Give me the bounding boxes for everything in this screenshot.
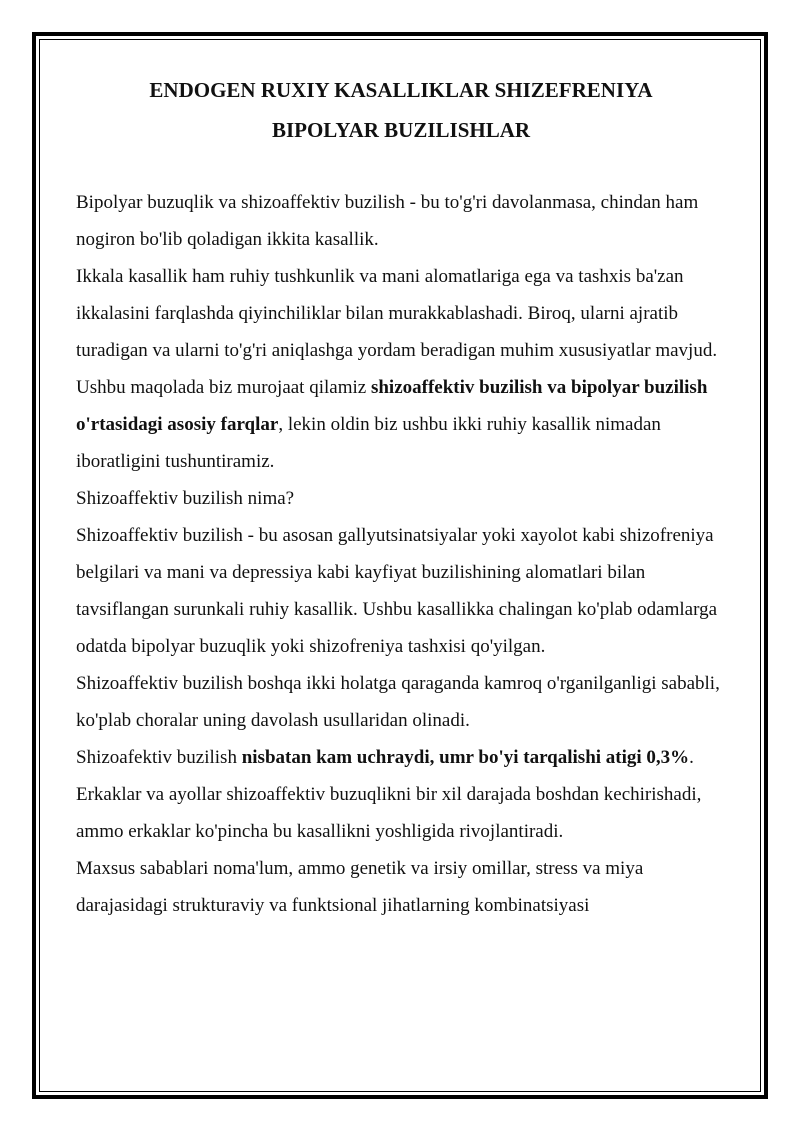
- paragraph-5: Shizoaffektiv buzilish - bu asosan gallyutsinatsiyalar yoki xayolot kabi shizofreniya belgilari va mani va depressiya kabi kayfiyat buzilishining alomatlari bilan tavsiflangan surunkali ruhiy kasallik. Ushbu kasallikka chalingan ko'plab odamlarga odatda bipolyar buzuqlik yoki shizofreniya tashxisi qo'yilgan.: [76, 525, 717, 657]
- document-body: [76, 70, 726, 924]
- paragraph-3-start: Ushbu maqolada biz murojaat qilamiz: [76, 377, 371, 398]
- paragraph-2: Ikkala kasallik ham ruhiy tushkunlik va mani alomatlariga ega va tashxis ba'zan ikkalasini farqlashda qiyinchiliklar bilan murakkablashadi. Biroq, ularni ajratib turadigan va ularni to'g'ri aniqlashga yordam beradigan muhim xususiyatlar mavjud.: [76, 266, 718, 361]
- paragraph-3-bold: shizoaffektiv buzilish va bipolyar buzilish o'rtasidagi asosiy farqlar: [76, 377, 708, 435]
- paragraph-1: Bipolyar buzuqlik va shizoaffektiv buzilish - bu to'g'ri davolanmasa, chindan ham nogiron bo'lib qoladigan ikkita kasallik.: [76, 192, 699, 250]
- paragraph-7-end: . Erkaklar va ayollar shizoaffektiv buzuqlikni bir xil darajada boshdan kechirishadi, ammo erkaklar ko'pincha bu kasallikni yoshligida rivojlantiradi.: [76, 747, 702, 842]
- paragraph-6: Shizoaffektiv buzilish boshqa ikki holatga qaraganda kamroq o'rganilganligi sababli, ko'plab choralar uning davolash usullaridan olinadi.: [76, 673, 720, 731]
- title-line-2: BIPOLYAR BUZILISHLAR: [271, 118, 531, 142]
- title-line-1: ENDOGEN RUXIY KASALLIKLAR SHIZEFRENIYA: [149, 78, 653, 102]
- paragraph-3: [76, 369, 726, 480]
- paragraph-7-start: Shizoafektiv buzilish: [76, 747, 242, 768]
- paragraph-7: [76, 739, 726, 850]
- paragraph-8: Maxsus sabablari noma'lum, ammo genetik va irsiy omillar, stress va miya darajasidagi strukturaviy va funktsional jihatlarning kombinatsiyasi: [76, 858, 644, 916]
- document-title: [76, 70, 726, 150]
- paragraph-7-bold: nisbatan kam uchraydi, umr bo'yi tarqalishi atigi 0,3%: [241, 747, 690, 768]
- section-heading-question: Shizoaffektiv buzilish nima?: [76, 488, 295, 509]
- paragraph-3-end: , lekin oldin biz ushbu ikki ruhiy kasallik nimadan iboratligini tushuntiramiz.: [76, 414, 661, 472]
